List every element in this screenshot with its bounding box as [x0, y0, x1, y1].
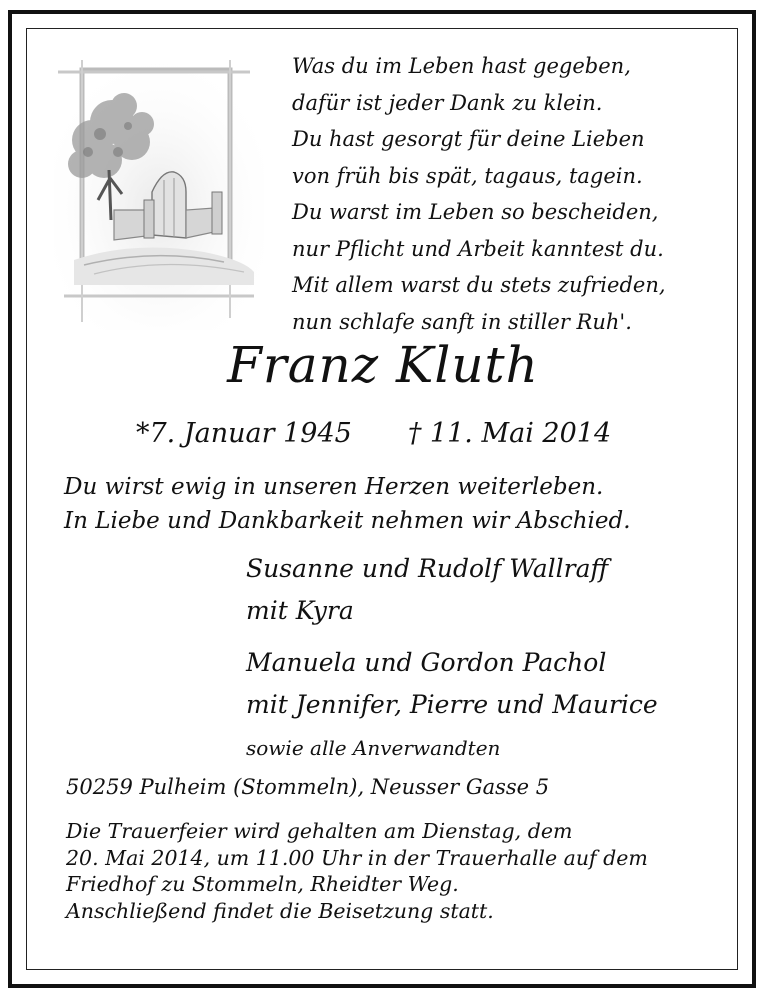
poem-line: nur Pflicht und Arbeit kanntest du.: [292, 236, 664, 261]
poem-line: von früh bis spät, tagaus, tagein.: [292, 163, 643, 188]
life-dates: [136, 418, 611, 449]
mourner-family-1: Susanne und Rudolf Wallraff: [246, 554, 609, 583]
poem-line: Mit allem warst du stets zufrieden,: [292, 273, 666, 297]
farewell-line: In Liebe und Dankbarkeit nehmen wir Abschied.: [64, 508, 631, 534]
poem-line: Was du im Leben hast gegeben,: [292, 54, 631, 78]
mourner-relatives: sowie alle Anverwandten: [246, 736, 501, 760]
funeral-service-info: [66, 818, 648, 924]
mourner-address: 50259 Pulheim (Stommeln), Neusser Gasse 5: [66, 775, 550, 799]
poem-line: dafür ist jeder Dank zu klein.: [292, 90, 603, 115]
service-line: 20. Mai 2014, um 11.00 Uhr in der Trauerhalle auf dem: [66, 845, 648, 870]
mourners: [246, 548, 658, 770]
poem-line: nun schlafe sanft in stiller Ruh'.: [292, 309, 632, 334]
farewell-text: [64, 470, 631, 538]
mourner-family-2: Manuela und Gordon Pachol: [246, 648, 607, 677]
poem: [292, 48, 692, 340]
poem-line: Du warst im Leben so bescheiden,: [292, 200, 659, 224]
mourner-family-2-children: mit Jennifer, Pierre und Maurice: [246, 690, 658, 719]
death-date: † 11. Mai 2014: [407, 418, 612, 449]
garden-gate-tree-illustration: [54, 60, 264, 330]
birth-date: *7. Januar 1945: [136, 418, 352, 449]
poem-line: Du hast gesorgt für deine Lieben: [292, 127, 645, 151]
farewell-line: Du wirst ewig in unseren Herzen weiterleben.: [64, 474, 604, 500]
deceased-name: Franz Kluth: [227, 336, 539, 394]
service-line: Friedhof zu Stommeln, Rheidter Weg.: [66, 872, 459, 896]
service-line: Die Trauerfeier wird gehalten am Dienstag, dem: [66, 819, 573, 843]
service-line: Anschließend findet die Beisetzung statt.: [66, 898, 494, 923]
mourner-family-1-children: mit Kyra: [246, 596, 354, 625]
